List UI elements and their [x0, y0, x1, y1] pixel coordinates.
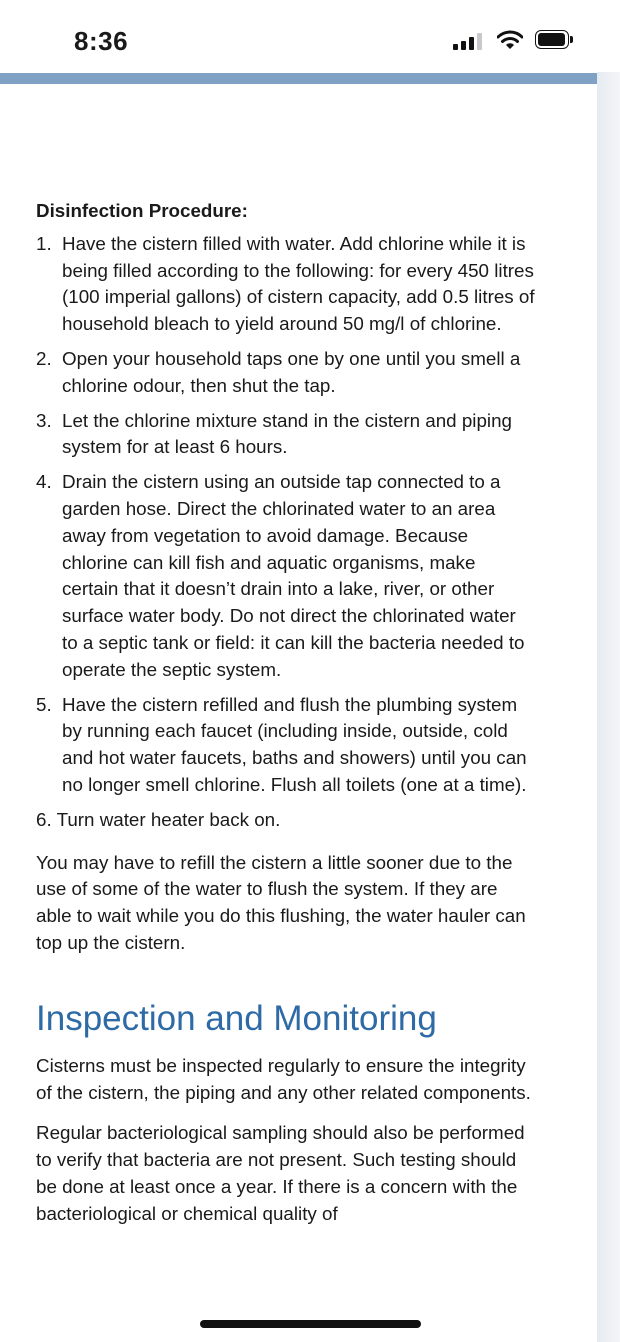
list-item: [36, 231, 536, 338]
inspection-paragraph: Cisterns must be inspected regularly to ensure the integrity of the cistern, the piping and any other related components.: [36, 1054, 531, 1103]
step-text: Let the chlorine mixture stand in the cistern and piping system for at least 6 hours.: [62, 409, 512, 458]
section-title: Inspection and Monitoring: [36, 998, 437, 1038]
refill-paragraph: You may have to refill the cistern a little sooner due to the use of some of the water to flush the system. If they are able to wait while you do this flushing, the water hauler can top up the cistern.: [36, 851, 526, 953]
list-item: [36, 692, 536, 799]
document-content: [36, 198, 536, 1242]
status-bar: [0, 0, 620, 72]
step-number: 5.: [36, 693, 52, 715]
list-item: [36, 807, 536, 834]
list-item: [36, 408, 536, 462]
step-text: Turn water heater back on.: [56, 808, 281, 830]
status-time: 8:36: [74, 26, 129, 56]
cellular-signal-icon: [453, 33, 483, 50]
step-text: Have the cistern refilled and flush the plumbing system by running each faucet (including inside, outside, cold and hot water faucets, baths and showers) until you can no longer smell chlorine. Flush all toilets (one at a time).: [62, 693, 527, 795]
page-edge: [597, 72, 620, 1342]
step-text: Have the cistern filled with water. Add chlorine while it is being filled according to the following: for every 450 litres (100 imperial gallons) of cistern capacity, add 0.5 litres of household bleach to yield around 50 mg/l of chlorine.: [62, 232, 535, 335]
step-number: 2.: [36, 347, 52, 369]
step-text: Open your household taps one by one until you smell a chlorine odour, then shut the tap.: [62, 347, 521, 396]
procedure-subheading: Disinfection Procedure:: [36, 200, 248, 221]
step-number: 3.: [36, 409, 52, 431]
step-number: 1.: [36, 232, 52, 254]
procedure-steps: [36, 231, 536, 834]
list-item: [36, 346, 536, 400]
wifi-icon: [497, 30, 523, 50]
sampling-paragraph: Regular bacteriological sampling should also be performed to verify that bacteria are not present. Such testing should be done at least once a year. If there is a concern with the bacteriological or chemical quality of: [36, 1122, 525, 1224]
header-rule: [0, 73, 597, 84]
home-indicator[interactable]: [200, 1320, 421, 1328]
step-number: 4.: [36, 471, 52, 493]
step-text: Drain the cistern using an outside tap connected to a garden hose. Direct the chlorinated water to an area away from vegetation to avoid damage. Because chlorine can kill fish and aquatic organisms, make certain that it doesn’t drain into a lake, river, or other surface water body. Do not direct the chlorinated water to a septic tank or field: it can kill the bacteria needed to operate the septic system.: [62, 471, 525, 680]
step-number: 6.: [36, 808, 52, 830]
battery-icon: [535, 30, 573, 51]
list-item: [36, 469, 536, 683]
